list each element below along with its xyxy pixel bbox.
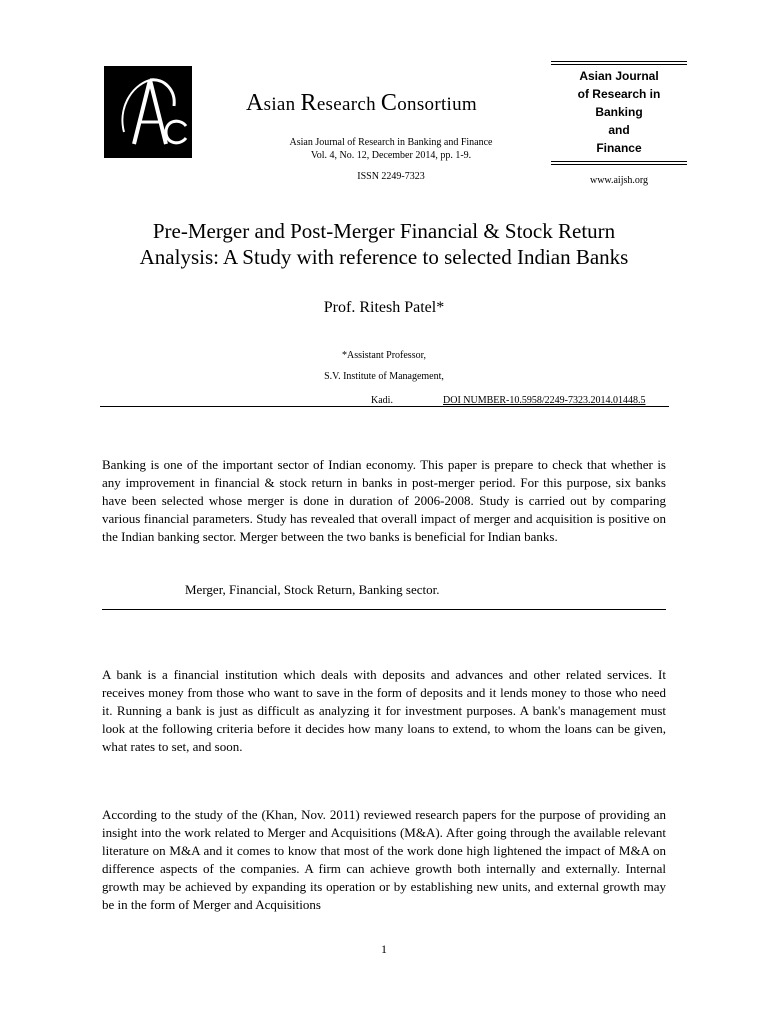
page-number: 1 — [381, 942, 387, 956]
abstract-divider — [102, 609, 666, 610]
intro-paragraph: A bank is a financial institution which deals with deposits and advances and other related services. It receives money from those who want to save in the form of deposits and it lends money to those who need it. Running a bank is just as difficult as analyzing it for investment purposes. A bank's management must look at the following criteria before it decides how many loans to extend, to whom the loans can be given, what rates to set, and soon. — [102, 667, 666, 755]
arc-logo-icon — [104, 66, 192, 158]
doi-link[interactable]: DOI NUMBER-10.5958/2249-7323.2014.01448.5 — [443, 395, 646, 406]
issn: ISSN 2249-7323 — [357, 171, 425, 182]
literature-review-paragraph: According to the study of the (Khan, Nov. 2011) reviewed research papers for the purpose of providing an insight into the work related to Merger and Acquisitions (M&A). After going through the available relevant literature on M&A and it comes to know that most of the work done high lightened the impact of M&A on difference aspects of the companies. A firm can achieve growth both internally and externally. Internal growth may be achieved by expanding its operation or by establishing new units, and external growth may be in the form of Merger and Acquisitions — [102, 807, 666, 913]
title-line-2: Analysis: A Study with reference to selected Indian Banks — [139, 245, 629, 269]
abstract-paragraph: Banking is one of the important sector of Indian economy. This paper is prepare to check that whether is any improvement in financial & stock return in banks in post-merger period. For this purpose, six banks have been selected whose merger is done in duration of 2006-2008. Study is carried out by comparing various financial parameters. Study has revealed that overall impact of merger and acquisition is positive on the Indian banking sector. Merger between the two banks is beneficial for Indian banks. — [102, 457, 666, 545]
journal-full-name: Asian Journal of Research in Banking and Finance — [289, 137, 493, 148]
arc-logo — [104, 66, 192, 158]
author-name: Prof. Ritesh Patel* — [323, 299, 445, 316]
affiliation-title: *Assistant Professor, — [341, 350, 427, 361]
header-divider — [100, 406, 669, 407]
title-line-1: Pre-Merger and Post-Merger Financial & Stock Return — [152, 219, 616, 243]
article-title — [80, 218, 688, 270]
affiliation-institute: S.V. Institute of Management, — [324, 371, 444, 382]
affiliation-city: Kadi. — [371, 395, 393, 406]
volume-info: Vol. 4, No. 12, December 2014, pp. 1-9. — [310, 150, 472, 161]
consortium-name: Asian Research Consortium — [246, 90, 477, 116]
keywords: Merger, Financial, Stock Return, Banking sector. — [185, 582, 440, 597]
journal-box-text: Asian Journal of Research in Banking and Finance — [577, 69, 661, 155]
journal-website[interactable]: www.aijsh.org — [589, 175, 649, 186]
journal-title-box — [551, 61, 687, 164]
